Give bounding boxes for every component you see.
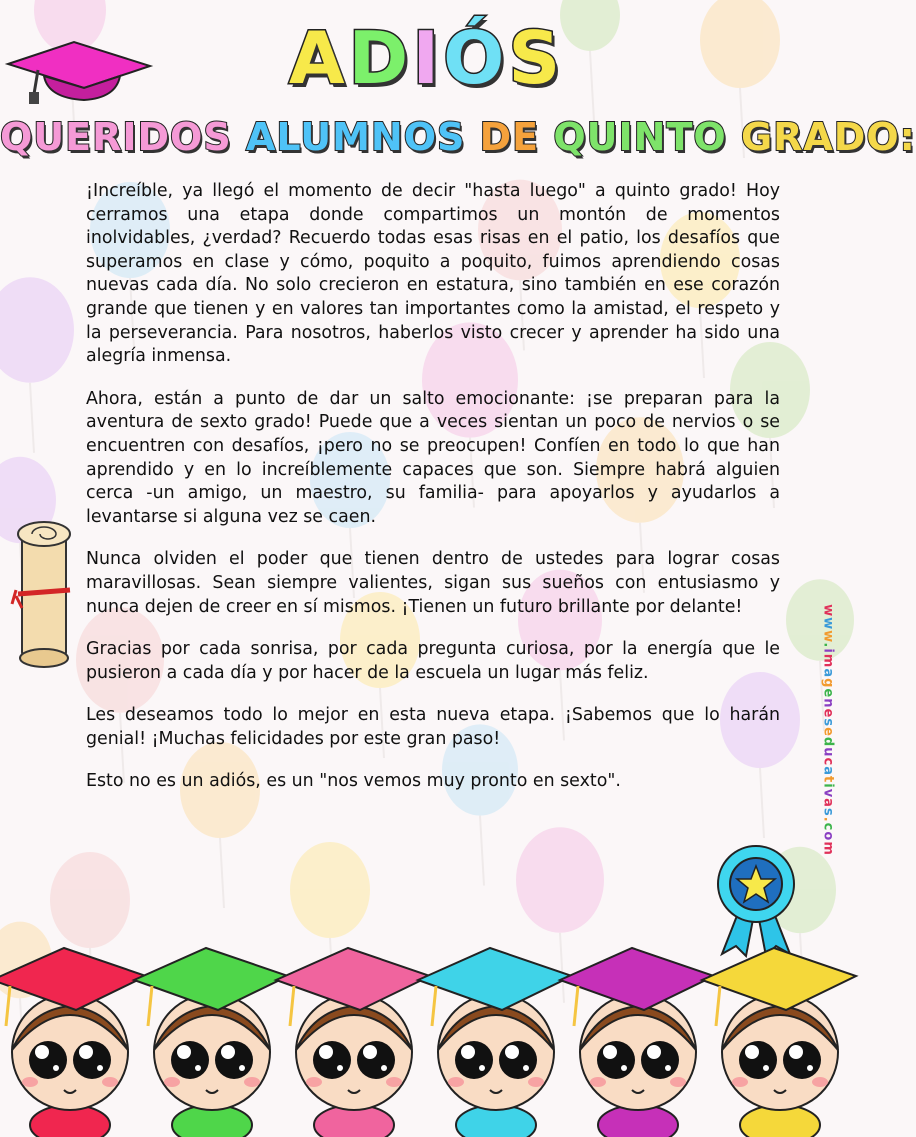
letter-paragraph: Les deseamos todo lo mejor en esta nueva etapa. ¡Sabemos que lo harán genial! ¡Muchas felicidades por este gran paso! (86, 705, 780, 749)
title-letter: D (348, 16, 413, 100)
letter-body (86, 180, 780, 813)
letter-paragraph: Nunca olviden el poder que tienen dentro de ustedes para lograr cosas maravillosas. Sean siempre valientes, sigan sus sueños con entusiasmo y nunca dejen de creer en sí mismos. ¡Tienen un futuro brillante por delante! (86, 549, 780, 617)
balloon-icon (0, 277, 74, 453)
subtitle-word: QUERIDOS (0, 115, 232, 159)
title-letter: Ó (443, 16, 509, 100)
graduate-kid-icon (276, 948, 430, 1137)
graduate-kid-icon (702, 948, 856, 1137)
subtitle-word: ALUMNOS (245, 115, 466, 159)
letter-paragraph: Esto no es un adiós, es un "nos vemos muy pronto en sexto". (86, 771, 621, 792)
letter-paragraph: Gracias por cada sonrisa, por cada pregunta curiosa, por la energía que le pusieron a cada día y por hacer de la escuela un lugar más feliz. (86, 639, 780, 683)
title-letter: I (412, 16, 444, 100)
graduate-kid-icon (0, 948, 146, 1137)
graduate-kid-icon (134, 948, 288, 1137)
title-letter: S (508, 16, 565, 100)
site-watermark: www.imageneseducativas.com (820, 604, 836, 856)
page-subtitle (0, 112, 916, 162)
subtitle-word: GRADO: (740, 115, 916, 159)
page-title (0, 18, 853, 98)
graduates-row (0, 940, 853, 1137)
title-letter: A (288, 16, 349, 100)
letter-paragraph: ¡Increíble, ya llegó el momento de decir "hasta luego" a quinto grado! Hoy cerramos una etapa donde compartimos un montón de momentos inolvidables, ¿verdad? Recuerdo todas esas risas en el patio, los desafíos que superamos en clase y cómo, poquito a poquito, fuimos aprendiendo cosas nuevas cada día. No solo crecieron en estatura, sino también en ese corazón grande que tienen y en valores tan importantes como la amistad, el respeto y la perseverancia. Para nosotros, haberlos visto crecer y aprender ha sido una alegría inmensa. (86, 181, 780, 367)
subtitle-word: QUINTO (553, 115, 727, 159)
subtitle-word: DE (479, 115, 540, 159)
diploma-scroll-icon (12, 520, 76, 670)
graduate-kid-icon (418, 948, 572, 1137)
letter-paragraph: Ahora, están a punto de dar un salto emocionante: ¡se preparan para la aventura de sexto grado! Puede que a veces sientan un poco de nervios o se encuentren con desafíos, ¡pero no se preocupen! Confíen en todo lo que han aprendido y en lo increíblemente capaces que son. Siempre habrá alguien cerca -un amigo, un maestro, su familia- para apoyarlos y ayudarlos a levantarse si alguna vez se caen. (86, 388, 780, 527)
graduate-kid-icon (560, 948, 714, 1137)
